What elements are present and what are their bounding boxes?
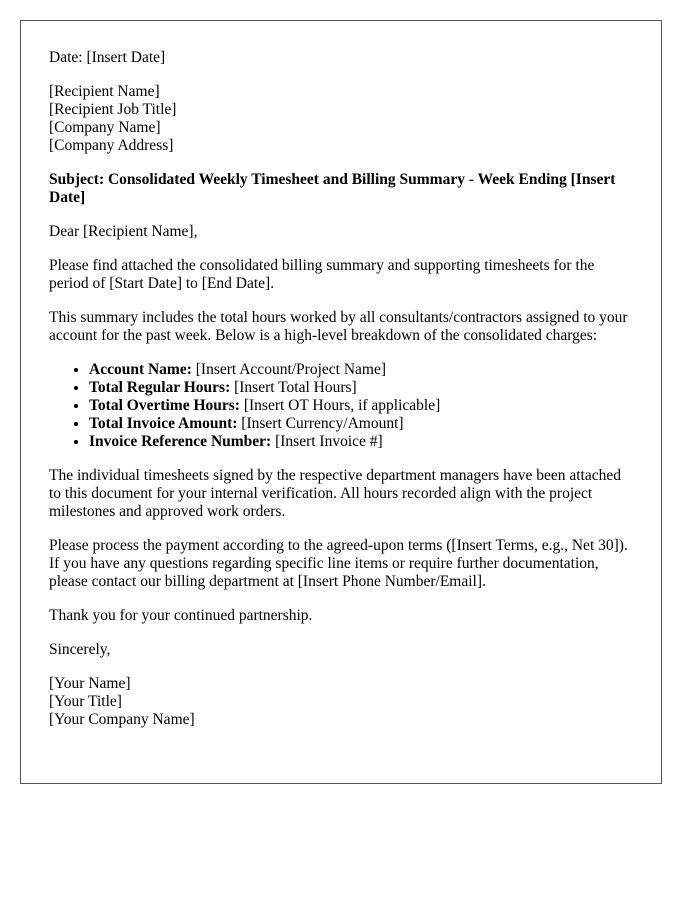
item-label: Total Regular Hours: [89,379,231,396]
item-value: [Insert Invoice #] [271,433,383,450]
subject-line [49,171,633,207]
item-value: [Insert Total Hours] [230,379,357,396]
company-address: [Company Address] [49,137,174,154]
item-label: Total Invoice Amount: [89,415,238,432]
paragraph-timesheets: The individual timesheets signed by the respective department managers have been attached to this document for your internal verification. All hours recorded align with the project milestones and approved work orders. [49,467,621,520]
item-label: Total Overtime Hours: [89,397,240,414]
paragraph-intro: Please find attached the consolidated billing summary and supporting timesheets for the period of [Start Date] to [End Date]. [49,257,595,292]
signer-name: [Your Name] [49,675,131,692]
closing: Sincerely, [49,641,111,658]
signer-title: [Your Title] [49,693,122,710]
subject-text: Subject: Consolidated Weekly Timesheet and Billing Summary - Week Ending [Insert Date] [49,171,616,206]
paragraph-payment: Please process the payment according to the agreed-upon terms ([Insert Terms, e.g., Net 30]). If you have any questions regarding specific line items or require further documentation, please contact our billing department at [Insert Phone Number/Email]. [49,537,628,590]
signature-block [49,675,633,729]
item-label: Account Name: [89,361,192,378]
letter [20,20,662,784]
list-item [89,379,633,397]
list-item [89,361,633,379]
salutation: Dear [Recipient Name], [49,223,198,240]
item-value: [Insert OT Hours, if applicable] [239,397,441,414]
recipient-title: [Recipient Job Title] [49,101,177,118]
paragraph-thanks: Thank you for your continued partnership. [49,607,313,624]
paragraph-summary: This summary includes the total hours worked by all consultants/contractors assigned to your account for the past week. Below is a high-level breakdown of the consolidated charges: [49,309,628,344]
recipient-block [49,83,633,155]
list-item [89,415,633,433]
list-item [89,397,633,415]
item-value: [Insert Account/Project Name] [191,361,387,378]
item-label: Invoice Reference Number: [89,433,272,450]
list-item [89,433,633,451]
recipient-name: [Recipient Name] [49,83,160,100]
company-name: [Company Name] [49,119,161,136]
charges-list [49,361,633,451]
signer-company: [Your Company Name] [49,711,195,728]
item-value: [Insert Currency/Amount] [237,415,404,432]
date-line: Date: [Insert Date] [49,49,166,66]
